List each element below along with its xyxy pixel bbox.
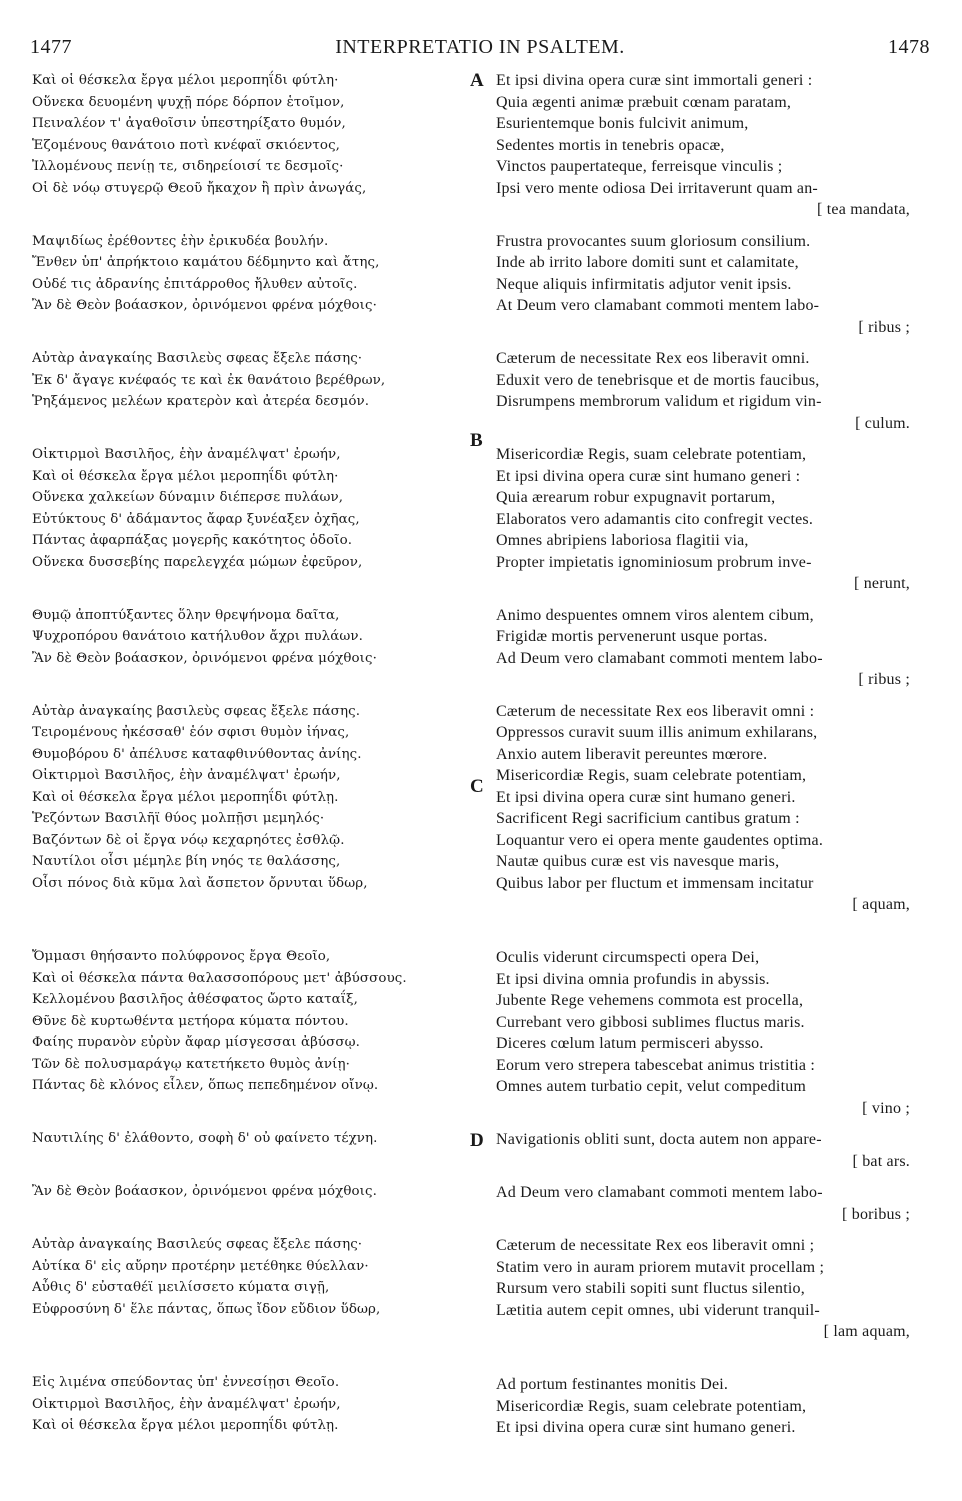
page-number-left: 1477 <box>30 36 72 58</box>
greek-line: Οὕνεκα δευομένη ψυχῇ πόρε δόρπον ἑτοῖμον, <box>32 94 345 110</box>
latin-line-continuation: [ ribus ; <box>858 318 910 336</box>
greek-line: Εὐτύκτους δ' ἀδάμαντος ἄφαρ ξυνέαξεν ὀχῆας, <box>32 511 360 527</box>
spacer <box>496 1364 936 1374</box>
spacer <box>32 317 472 339</box>
latin-line: Animo despuentes omnem viros alentem cibum, <box>496 606 814 624</box>
section-marker-d: D <box>470 1130 484 1151</box>
greek-line: Φαίης πυρανὸν εὐρὺν ἄφαρ μίσγεσσαι ἀβύσσῳ. <box>32 1035 361 1050</box>
latin-line: At Deum vero clamabant commoti mentem labo- <box>496 297 820 314</box>
greek-line: Τειρομένους ἠκέσσαθ' ἑόν σφισι θυμὸν ἰήνας, <box>32 725 350 740</box>
latin-line: Navigationis obliti sunt, docta autem non appare- <box>496 1131 822 1148</box>
section-marker-b: B <box>470 430 483 451</box>
latin-line: Loquantur vero ei opera mente gaudentes optima. <box>496 831 824 849</box>
latin-line: Inde ab irrito labore domiti sunt et calamitate, <box>496 254 799 271</box>
spacer <box>32 691 472 701</box>
latin-line: Cæterum de necessitate Rex eos liberavit omni. <box>496 350 810 367</box>
greek-line: Οὕνεκα δυσσεβίης παρελεγχέα μώμων ἐφεῦρον, <box>32 554 363 570</box>
spacer <box>496 1343 936 1365</box>
latin-line: Oppressos curavit suum illis animum exhilarans, <box>496 724 818 741</box>
greek-line: Καὶ οἱ θέσκελα πάντα θαλασσοπόρους μετ' ἀβύσσους. <box>32 970 407 986</box>
greek-line: Αὐτὰρ ἀναγκαίης Βασιλεύς σφεας ἔξελε πάσης· <box>32 1237 363 1252</box>
greek-line: Ψυχροπόρου θανάτοιο κατήλυθον ἄχρι πυλάων. <box>32 629 363 644</box>
greek-line: Πάντας ἀφαρπάξας μογερῆς κακότητος ὁδοῖο. <box>32 533 353 548</box>
latin-line: Eorum vero strepera tabescebat animus tristitia : <box>496 1056 816 1074</box>
greek-line: Εἰς λιμένα σπεύδοντας ὑπ' ἐννεσίῃσι Θεοῖο. <box>32 1375 340 1390</box>
greek-line: Ἂν δὲ Θεὸν βοάασκον, ὀρινόμενοι φρένα μόχθοις. <box>32 1184 377 1199</box>
latin-line: Omnes abripiens laboriosa flagitii via, <box>496 532 749 549</box>
latin-line: Cæterum de necessitate Rex eos liberavit omni : <box>496 702 815 720</box>
spacer <box>496 434 936 444</box>
latin-line-continuation: [ aquam, <box>852 896 910 913</box>
latin-line: Sedentes mortis in tenebris opacæ, <box>496 136 725 154</box>
greek-line: Θῦνε δὲ κυρτωθέντα μετήορα κύματα πόντου. <box>32 1013 349 1029</box>
spacer <box>32 1320 472 1362</box>
page-header <box>30 36 930 62</box>
section-marker-a: A <box>470 70 484 91</box>
running-title: INTERPRETATIO IN PSALTEM. <box>335 36 625 58</box>
latin-line: Nautæ quibus curæ est vis navesque maris, <box>496 853 780 870</box>
greek-line: Οἰκτιρμοὶ Βασιλῆος, ἑὴν ἀναμέλψατ' ἐρωήν, <box>32 447 341 462</box>
spacer <box>32 1171 472 1181</box>
spacer <box>32 1224 472 1234</box>
latin-line: Quibus labor per fluctum et immensam incitatur <box>496 874 814 892</box>
greek-line: Ἂν δὲ Θεὸν βοάασκον, ὀρινόμενοι φρένα μόχθοις· <box>32 298 377 313</box>
spacer <box>32 936 472 946</box>
spacer <box>496 691 936 701</box>
spacer <box>496 937 936 947</box>
latin-line: Sacrificent Regi sacrificium cantibus gratum : <box>496 810 800 827</box>
greek-line: Οἰκτιρμοὶ Βασιλῆος, ἑὴν ἀναμέλψατ' ἐρωήν, <box>32 768 341 783</box>
latin-line: Ad Deum vero clamabant commoti mentem labo- <box>496 649 823 667</box>
greek-line: Καὶ οἱ θέσκελα ἔργα μέλοι μεροπηΐδι φύτλῃ. <box>32 789 339 805</box>
spacer <box>32 413 472 435</box>
greek-line: Οὐδέ τις ἀδρανίης ἐπιτάρροθος ἤλυθεν αὐτοῖς. <box>32 276 358 292</box>
latin-line: Diceres cœlum latum permisceri abysso. <box>496 1035 764 1052</box>
spacer <box>32 434 472 444</box>
greek-line: Οἰκτιρμοὶ Βασιλῆος, ἑὴν ἀναμέλψατ' ἐρωήν, <box>32 1396 341 1412</box>
latin-line: Et ipsi divina omnia profundis in abyssis. <box>496 970 770 988</box>
latin-line: Misericordiæ Regis, suam celebrate potentiam, <box>496 767 807 784</box>
latin-line: Ipsi vero mente odiosa Dei irritaverunt quam an- <box>496 179 818 197</box>
greek-line: Ναυτιλίης δ' ἐλάθοντο, σοφὴ δ' οὐ φαίνετο τέχνη. <box>32 1131 378 1146</box>
latin-line: Elaboratos vero adamantis cito confregit vectes. <box>496 510 814 528</box>
greek-line: Πειναλέον τ' ἀγαθοῖσιν ὑπεστηρίξατο θυμόν, <box>32 116 346 131</box>
greek-line: Βαζόντων δὲ οἱ ἔργα νόῳ κεχαρηότες ἐσθλῷ. <box>32 832 345 848</box>
latin-line: Et ipsi divina opera curæ sint immortali generi : <box>496 72 813 89</box>
greek-column <box>32 70 472 1437</box>
spacer <box>32 221 472 231</box>
spacer <box>32 1097 472 1119</box>
spacer <box>496 1172 936 1182</box>
greek-line: Ὄμμασι θηήσαντο πολύφρονος ἔργα Θεοῖο, <box>32 949 331 964</box>
latin-line: Eduxit vero de tenebrisque et de mortis faucibus, <box>496 371 820 389</box>
latin-line: Statim vero in auram priorem mutavit procellam ; <box>496 1258 825 1276</box>
greek-line: Ἑζομένους θανάτοιο ποτὶ κνέφαϊ σκιόεντος, <box>32 137 341 153</box>
latin-line-continuation: [ ribus ; <box>858 671 910 688</box>
greek-line: Θυμῷ ἀποπτύξαντες ὅλην θρεψήνομα δαῖτα, <box>32 607 340 623</box>
spacer <box>496 1225 936 1235</box>
greek-line: Ναυτίλοι οἷσι μέμηλε βίη νηός τε θαλάσσης, <box>32 854 341 869</box>
spacer <box>32 573 472 595</box>
greek-line: Ἐκ δ' ἄγαγε κνέφαός τε καὶ ἐκ θανάτοιο βερέθρων, <box>32 372 386 388</box>
spacer <box>32 894 472 936</box>
latin-line: Cæterum de necessitate Rex eos liberavit omni ; <box>496 1237 815 1254</box>
spacer <box>32 1362 472 1372</box>
spacer <box>32 1118 472 1128</box>
greek-line: Θυμοβόρου δ' ἀπέλυσε καταφθινύθοντας ἀνίης. <box>32 746 362 762</box>
latin-line: Currebant vero gibbosi sublimes fluctus maris. <box>496 1013 805 1031</box>
latin-line: Ad Deum vero clamabant commoti mentem labo- <box>496 1184 823 1201</box>
latin-line: Frustra provocantes suum gloriosum consilium. <box>496 232 811 250</box>
greek-line: Οὕνεκα χαλκείων δύναμιν διέπερσε πυλάων, <box>32 490 344 505</box>
latin-line: Lætitia autem cepit omnes, ubi viderunt tranquil- <box>496 1301 820 1319</box>
latin-line: Et ipsi divina opera curæ sint humano generi. <box>496 1419 796 1436</box>
spacer <box>496 595 936 605</box>
greek-line: Μαψιδίως ἐρέθοντες ἑὴν ἐρικυδέα βουλήν. <box>32 233 329 249</box>
latin-line: Vinctos paupertateque, ferreisque vinculis ; <box>496 158 783 175</box>
spacer <box>496 221 936 231</box>
latin-line: Esurientemque bonis fulcivit animum, <box>496 115 749 132</box>
section-marker-c: C <box>470 776 484 797</box>
greek-line: Τῶν δὲ πολυσμαράγῳ κατετήκετο θυμὸς ἀνίῃ· <box>32 1056 350 1072</box>
latin-line: Frigidæ mortis pervenerunt usque portas. <box>496 628 768 645</box>
latin-line: Quia ærearum robur expugnavit portarum, <box>496 489 776 506</box>
greek-line: Οἷσι πόνος διὰ κῦμα λαὶ ἄσπετον ὄρνυται ὕδωρ, <box>32 875 368 891</box>
greek-line: Αὐτὰρ ἀναγκαίης Βασιλεὺς σφεας ἔξελε πάσης· <box>32 351 363 366</box>
spacer <box>496 916 936 938</box>
greek-line: Καὶ οἱ θέσκελα ἔργα μέλοι μεροπηΐδι φύτλη· <box>32 73 339 88</box>
latin-line: Et ipsi divina opera curæ sint humano generi. <box>496 788 796 806</box>
greek-line: Ἰλλομένους πενίῃ τε, σιδηρείοισί τε δεσμοῖς· <box>32 159 344 174</box>
latin-line-continuation: [ nerunt, <box>853 575 910 592</box>
greek-line: Οἱ δὲ νόῳ στυγερῷ Θεοῦ ἤκαχον ἢ πρὶν ἀνωγάς, <box>32 180 367 196</box>
greek-line: Ἂν δὲ Θεὸν βοάασκον, ὀρινόμενοι φρένα μόχθοις· <box>32 650 377 666</box>
latin-line: Misericordiæ Regis, suam celebrate potentiam, <box>496 1397 807 1415</box>
latin-line: Jubente Rege vehemens commota est procella, <box>496 992 804 1009</box>
greek-line: Αὖθις δ' εὐσταθέϊ μειλίσσετο κύματα σιγῇ, <box>32 1280 330 1295</box>
latin-line-continuation: [ bat ars. <box>852 1152 910 1170</box>
greek-line: Εὐφροσύνη δ' ἕλε πάντας, ὅπως ἴδον εὔδιον ὕδωρ, <box>32 1301 381 1317</box>
page-number-right: 1478 <box>888 36 930 58</box>
latin-line: Misericordiæ Regis, suam celebrate potentiam, <box>496 446 807 463</box>
latin-line: Et ipsi divina opera curæ sint humano generi : <box>496 467 801 485</box>
latin-line-continuation: [ tea mandata, <box>817 201 910 218</box>
latin-line-continuation: [ culum. <box>855 414 910 432</box>
greek-line: Αὐτὰρ ἀναγκαίης βασιλεὺς σφεας ἔξελε πάσης. <box>32 703 361 719</box>
latin-line: Quia ægenti animæ præbuit cœnam paratam, <box>496 93 792 111</box>
spacer <box>32 199 472 221</box>
latin-line: Neque aliquis infirmitatis adjutor venit ipsis. <box>496 275 792 293</box>
latin-line: Propter impietatis ignominiosum probrum inve- <box>496 553 812 571</box>
latin-line-continuation: [ vino ; <box>862 1099 910 1117</box>
greek-line: Ῥεζόντων Βασιλῆϊ θύος μολπῇσι μεμηλός· <box>32 811 325 826</box>
greek-line: Κελλομένου βασιλῆος ἀθέσφατος ὤρτο καταΐξ, <box>32 992 359 1007</box>
latin-line: Anxio autem liberavit pereuntes mœrore. <box>496 745 768 763</box>
latin-line-continuation: [ lam aquam, <box>823 1323 910 1340</box>
spacer <box>32 1203 472 1225</box>
greek-line: Καὶ οἱ θέσκελα ἔργα μέλοι μεροπηΐδι φύτλη· <box>32 468 339 484</box>
spacer <box>32 1150 472 1172</box>
latin-line: Ad portum festinantes monitis Dei. <box>496 1376 729 1393</box>
spacer <box>496 338 936 348</box>
greek-line: Πάντας δὲ κλόνος εἷλεν, ὅπως πεπεδημένον οἴνῳ. <box>32 1078 379 1093</box>
greek-line: Ἔνθεν ὑπ' ἀπρήκτοιο καμάτου δέδμηντο καὶ ἄτης, <box>32 255 380 270</box>
latin-line: Disrumpens membrorum validum et rigidum vin- <box>496 393 822 410</box>
latin-line: Omnes autem turbatio cepit, velut compeditum <box>496 1078 807 1095</box>
latin-line: Rursum vero stabili sopiti sunt fluctus silentio, <box>496 1280 805 1297</box>
latin-line-continuation: [ boribus ; <box>842 1205 910 1223</box>
latin-column <box>496 70 936 1439</box>
greek-line: Καὶ οἱ θέσκελα ἔργα μέλοι μεροπηΐδι φύτλῃ. <box>32 1418 339 1433</box>
latin-line: Oculis viderunt circumspecti opera Dei, <box>496 949 760 966</box>
spacer <box>496 1119 936 1129</box>
greek-line: Αὐτίκα δ' εἰς αὔρην προτέρην μετέθηκε θύελλαν· <box>32 1258 369 1274</box>
spacer <box>32 595 472 605</box>
spacer <box>32 338 472 348</box>
greek-line: Ῥηξάμενος μελέων κρατερὸν καὶ ἀτερέα δεσμόν. <box>32 394 370 409</box>
spacer <box>32 669 472 691</box>
